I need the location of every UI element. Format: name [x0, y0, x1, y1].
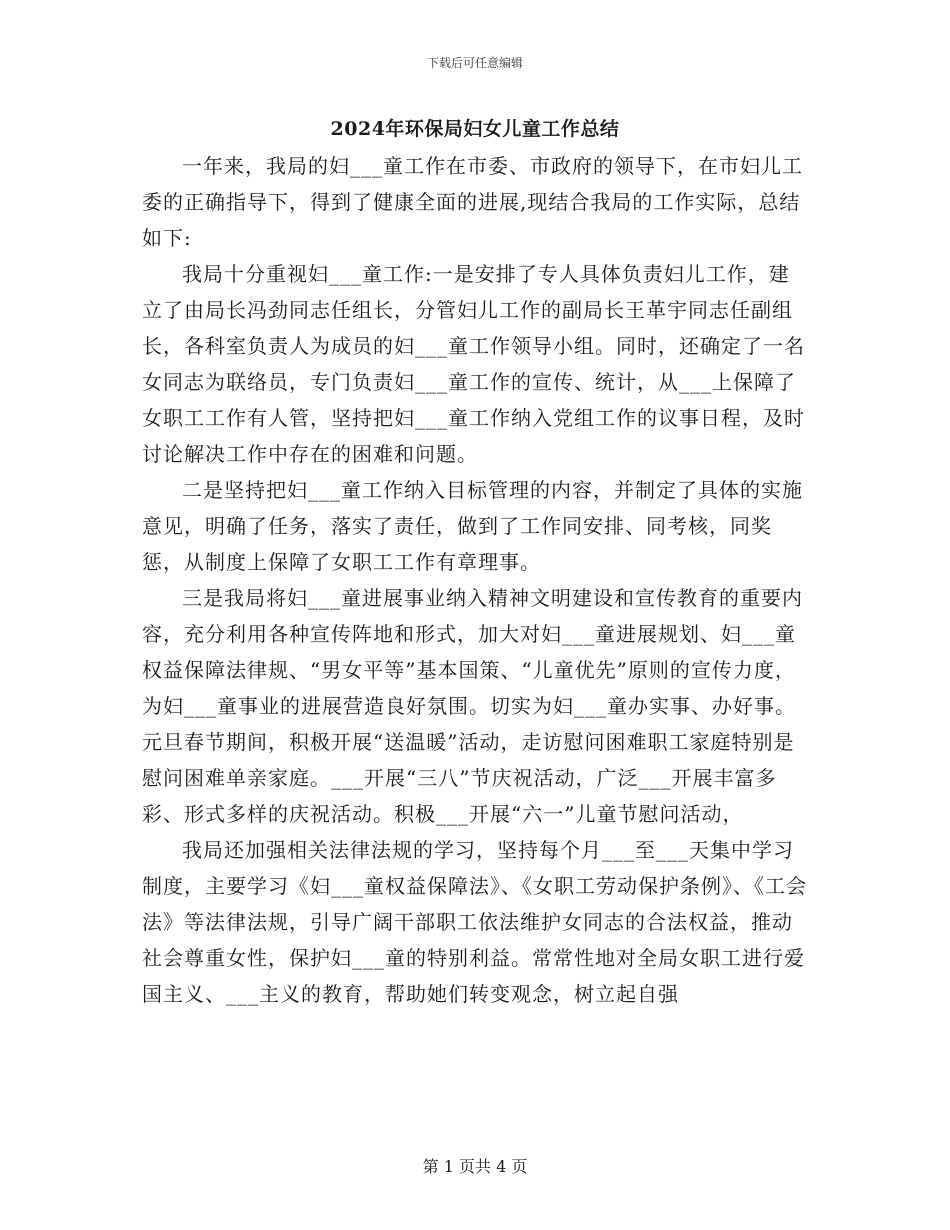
- page-number: 第 1 页共 4 页: [422, 1157, 528, 1176]
- paragraph-target-management: 二是坚持把妇___童工作纳入目标管理的内容，并制定了具体的实施意见，明确了任务，落实了责任，做到了工作同安排、同考核，同奖惩，从制度上保障了女职工工作有章理事。: [142, 478, 803, 574]
- document-title: 2024年环保局妇女儿童工作总结: [330, 118, 620, 140]
- header-note: 下载后可任意编辑: [426, 56, 523, 70]
- paragraph-publicity: 三是我局将妇___童进展事业纳入精神文明建设和宣传教育的重要内容，充分利用各种宣传阵地和形式，加大对妇___童进展规划、妇___童权益保障法律规、“男女平等”基本国策、“儿童优先”原则的宣传力度，为妇___童事业的进展营造良好氛围。切实为妇___童办实事、办好事。元旦春节期间，积极开展“送温暖”活动，走访慰问困难职工家庭特别是慰问困难单亲家庭。___开展“三八”节庆祝活动，广泛___开展丰富多彩、形式多样的庆祝活动。积极___开展“六一”儿童节慰问活动，: [142, 586, 803, 826]
- paragraph-intro: 一年来，我局的妇___童工作在市委、市政府的领导下，在市妇儿工委的正确指导下，得到了健康全面的进展,现结合我局的工作实际，总结如下:: [142, 154, 803, 250]
- document-body: [142, 148, 810, 1012]
- paragraph-law-study: 我局还加强相关法律法规的学习，坚持每个月___至___天集中学习制度，主要学习《妇___童权益保障法》、《女职工劳动保护条例》、《工会法》等法律法规，引导广阔干部职工依法维护女同志的合法权益，推动社会尊重女性，保护妇___童的特别利益。常常性地对全局女职工进行爱国主义、___主义的教育，帮助她们转变观念，树立起自强: [142, 838, 807, 1006]
- paragraph-organization: 我局十分重视妇___童工作:一是安排了专人具体负责妇儿工作，建立了由局长冯劲同志任组长，分管妇儿工作的副局长王革宇同志任副组长，各科室负责人为成员的妇___童工作领导小组。同时，还确定了一名女同志为联络员，专门负责妇___童工作的宣传、统计，从___上保障了女职工工作有人管，坚持把妇___童工作纳入党组工作的议事日程，及时讨论解决工作中存在的困难和问题。: [142, 262, 805, 466]
